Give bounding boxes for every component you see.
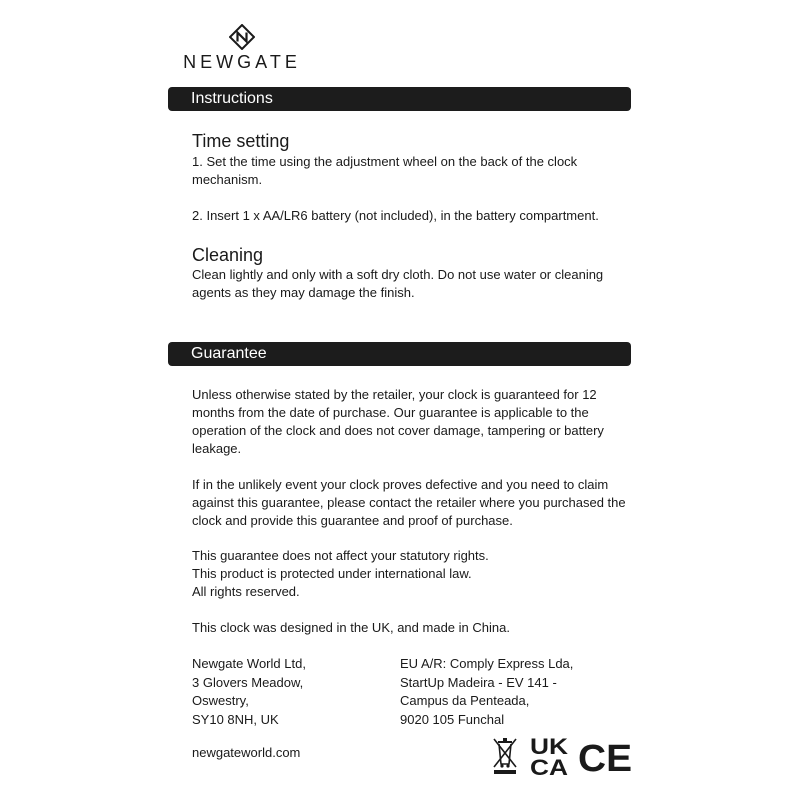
ce-mark	[578, 738, 632, 777]
guarantee-header: Guarantee	[168, 342, 631, 366]
uk-address: Newgate World Ltd, 3 Glovers Meadow, Oswestry, SY10 8NH, UK	[192, 656, 306, 727]
svg-text:CA: CA	[530, 755, 569, 777]
compliance-marks	[490, 735, 635, 777]
newgate-logo-icon	[229, 24, 255, 50]
time-setting-step-1: 1. Set the time using the adjustment wheel on the back of the clock mechanism.	[192, 154, 578, 187]
origin-statement: This clock was designed in the UK, and made in China.	[192, 620, 510, 635]
crossed-out-bin-icon	[494, 738, 516, 774]
brand-name: NEWGATE	[183, 52, 301, 72]
ukca-mark	[530, 735, 568, 777]
cleaning-text: Clean lightly and only with a soft dry cloth. Do not use water or cleaning agents as they may damage the finish.	[192, 267, 604, 300]
svg-text:UK: UK	[530, 735, 569, 759]
guarantee-paragraph-3: This guarantee does not affect your statutory rights. This product is protected under international law. All rights reserved.	[192, 548, 489, 599]
eu-address: EU A/R: Comply Express Lda, StartUp Madeira - EV 141 - Campus da Penteada, 9020 105 Funchal	[400, 656, 574, 727]
time-setting-step-2: 2. Insert 1 x AA/LR6 battery (not included), in the battery compartment.	[192, 208, 599, 223]
svg-text:CE: CE	[578, 738, 632, 777]
guarantee-paragraph-2: If in the unlikely event your clock proves defective and you need to claim against this guarantee, please contact the retailer where you purchased the clock and provide this guarantee and proof of purchase.	[192, 477, 626, 528]
time-setting-heading: Time setting	[192, 131, 290, 151]
cleaning-heading: Cleaning	[192, 245, 264, 265]
instructions-header: Instructions	[168, 87, 631, 111]
website-link[interactable]: newgateworld.com	[192, 745, 301, 760]
guarantee-paragraph-1: Unless otherwise stated by the retailer, your clock is guaranteed for 12 months from the date of purchase. Our guarantee is applicable to the operation of the clock and does not cover damage, tampering or battery leakage.	[192, 387, 604, 456]
